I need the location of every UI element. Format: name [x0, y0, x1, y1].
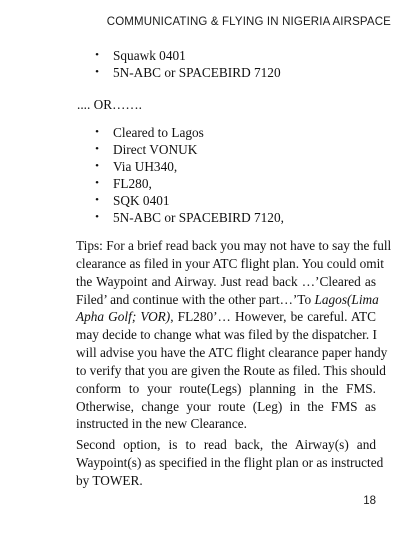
- paragraph-text: , FL280’… However, be careful. ATC: [170, 309, 376, 325]
- bullet-icon: •: [95, 143, 99, 155]
- paragraph-line: Otherwise, change your route (Leg) in the FMS as: [76, 398, 376, 414]
- paragraph-text: Filed’ and continue with the other part…’To: [76, 291, 315, 307]
- list-item-text: 5N-ABC or SPACEBIRD 7120,: [113, 210, 284, 225]
- paragraph-line: to verify that you are given the Route as filed. This should: [76, 362, 386, 378]
- list-item-text: 5N-ABC or SPACEBIRD 7120: [113, 65, 281, 80]
- paragraph-line: the Waypoint and Airway. Just read back …’Cleared as: [76, 273, 376, 289]
- paragraph-line: may decide to change what was filed by the dispatcher. I: [76, 327, 377, 343]
- bullet-icon: •: [95, 160, 99, 172]
- bullet-icon: •: [95, 177, 99, 189]
- paragraph-line: [76, 291, 379, 309]
- bullet-icon: •: [95, 49, 99, 61]
- second-option-paragraph: [76, 436, 384, 490]
- or-separator: .... OR…….: [77, 97, 143, 112]
- list-item-text: SQK 0401: [113, 193, 170, 208]
- paragraph-line: Waypoint(s) as specified in the flight plan or as instructed: [76, 454, 384, 470]
- paragraph-line: conform to your route(Legs) planning in the FMS.: [76, 380, 376, 396]
- paragraph-line: Tips: For a brief read back you may not have to say the full: [76, 238, 392, 253]
- paragraph-line: by TOWER.: [76, 472, 143, 488]
- page-number: 18: [363, 495, 376, 507]
- bullet-list: [92, 124, 284, 226]
- list-item: [92, 175, 284, 192]
- bullet-list: [92, 47, 281, 81]
- running-head: COMMUNICATING & FLYING IN NIGERIA AIRSPACE: [106, 16, 391, 28]
- list-item-text: FL280,: [113, 176, 152, 191]
- bullet-icon: •: [95, 194, 99, 206]
- paragraph-line: [76, 308, 376, 326]
- italic-destination: Lagos(Lima: [314, 291, 379, 307]
- bullet-icon: •: [95, 211, 99, 223]
- list-item: [92, 124, 284, 141]
- list-item: [92, 141, 284, 158]
- list-item-text: Direct VONUK: [113, 142, 198, 157]
- bullet-icon: •: [95, 66, 99, 78]
- italic-destination: Apha Golf; VOR): [76, 309, 171, 325]
- list-item: [92, 64, 281, 81]
- paragraph-line: Second option, is to read back, the Airway(s) and: [76, 437, 376, 452]
- paragraph-line: clearance as filed in your ATC flight plan. You could omit: [76, 255, 384, 271]
- list-item: [92, 192, 284, 209]
- list-item: [92, 158, 284, 175]
- list-item-text: Squawk 0401: [113, 48, 186, 63]
- list-item: [92, 47, 281, 64]
- bullet-icon: •: [95, 126, 99, 138]
- list-item-text: Via UH340,: [113, 159, 178, 174]
- paragraph-line: will advise you have the ATC flight clearance paper handy: [76, 345, 388, 361]
- list-item-text: Cleared to Lagos: [113, 125, 204, 140]
- tips-paragraph: [76, 237, 392, 433]
- list-item: [92, 209, 284, 226]
- paragraph-line: instructed in the new Clearance.: [76, 416, 247, 432]
